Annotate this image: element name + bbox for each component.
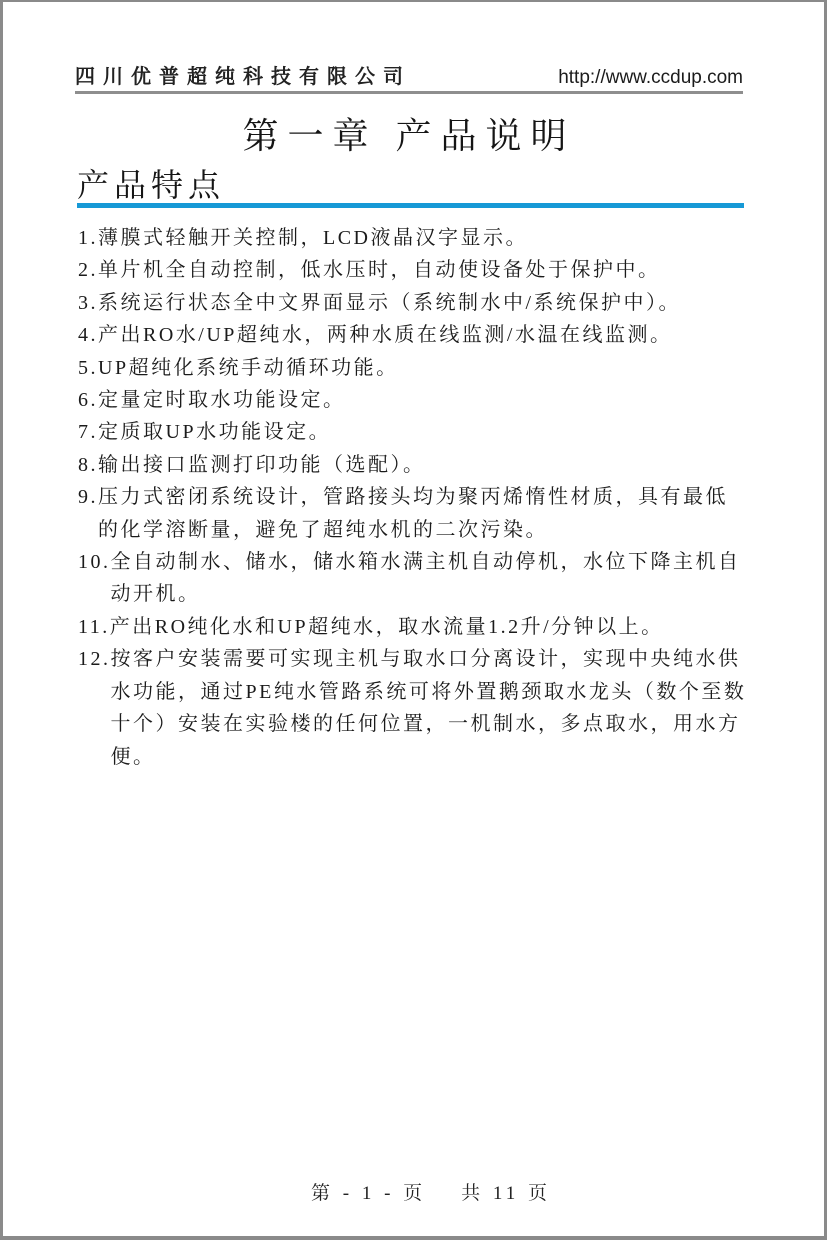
feature-item-3 xyxy=(78,287,754,319)
company-name: 四川优普超纯科技有限公司 xyxy=(75,66,411,88)
feature-number: 3. xyxy=(78,291,98,314)
feature-number: 12. xyxy=(78,648,111,671)
feature-line: 定质取UP水功能设定。 xyxy=(98,421,332,444)
feature-line: UP超纯化系统手动循环功能。 xyxy=(98,356,399,379)
feature-line: 水功能，通过PE纯水管路系统可将外置鹅颈取水龙头（数个至数 xyxy=(110,680,747,703)
section-accent-rule xyxy=(77,203,744,208)
feature-number: 7. xyxy=(78,421,98,444)
feature-line: 产出RO水/UP超纯水，两种水质在线监测/水温在线监测。 xyxy=(98,324,673,347)
page-footer xyxy=(3,1156,824,1227)
feature-line: 的化学溶断量，避免了超纯水机的二次污染。 xyxy=(98,518,548,541)
feature-line: 动开机。 xyxy=(110,583,201,606)
feature-line: 定量定时取水功能设定。 xyxy=(98,389,346,412)
feature-item-2 xyxy=(78,254,754,286)
feature-number: 1. xyxy=(78,227,98,249)
feature-number: 8. xyxy=(78,453,98,476)
feature-line: 十个）安装在实验楼的任何位置，一机制水，多点取水，用水方 xyxy=(110,713,741,736)
header-rule xyxy=(75,91,743,94)
feature-item-9 xyxy=(78,481,754,546)
page-header xyxy=(75,60,743,89)
feature-item-11 xyxy=(78,611,754,643)
feature-line: 全自动制水、储水，储水箱水满主机自动停机，水位下降主机自 xyxy=(110,551,741,574)
feature-line: 产出RO纯化水和UP超纯水，取水流量1.2升/分钟以上。 xyxy=(109,615,664,638)
feature-line: 按客户安装需要可实现主机与取水口分离设计，实现中央纯水供 xyxy=(110,648,741,671)
feature-list xyxy=(78,222,754,773)
page-number: 第 - 1 - 页 共 11 页 xyxy=(311,1183,551,1204)
feature-number: 9. xyxy=(78,486,98,509)
feature-line: 单片机全自动控制，低水压时，自动使设备处于保护中。 xyxy=(98,259,661,282)
feature-number: 5. xyxy=(78,356,98,379)
feature-line: 薄膜式轻触开关控制，LCD液晶汉字显示。 xyxy=(98,227,528,249)
chapter-title: 第一章 产品说明 xyxy=(242,116,576,156)
feature-item-10 xyxy=(78,546,754,611)
feature-item-1 xyxy=(78,222,754,254)
feature-item-4 xyxy=(78,319,754,351)
feature-number: 10. xyxy=(78,551,111,574)
feature-number: 4. xyxy=(78,324,98,347)
feature-item-6 xyxy=(78,384,754,416)
feature-line: 便。 xyxy=(110,745,156,768)
website-url: http://www.ccdup.com xyxy=(558,67,743,88)
feature-number: 11. xyxy=(78,615,110,638)
feature-line: 输出接口监测打印功能（选配）。 xyxy=(98,453,426,476)
feature-number: 6. xyxy=(78,389,98,412)
feature-item-12 xyxy=(78,643,754,773)
feature-item-8 xyxy=(78,449,754,481)
feature-number: 2. xyxy=(78,259,98,282)
section-heading: 产品特点 xyxy=(77,167,226,203)
feature-item-5 xyxy=(78,352,754,384)
feature-line: 压力式密闭系统设计，管路接头均为聚丙烯惰性材质，具有最低 xyxy=(98,486,728,509)
feature-item-7 xyxy=(78,416,754,448)
feature-line: 系统运行状态全中文界面显示（系统制水中/系统保护中）。 xyxy=(98,291,682,314)
